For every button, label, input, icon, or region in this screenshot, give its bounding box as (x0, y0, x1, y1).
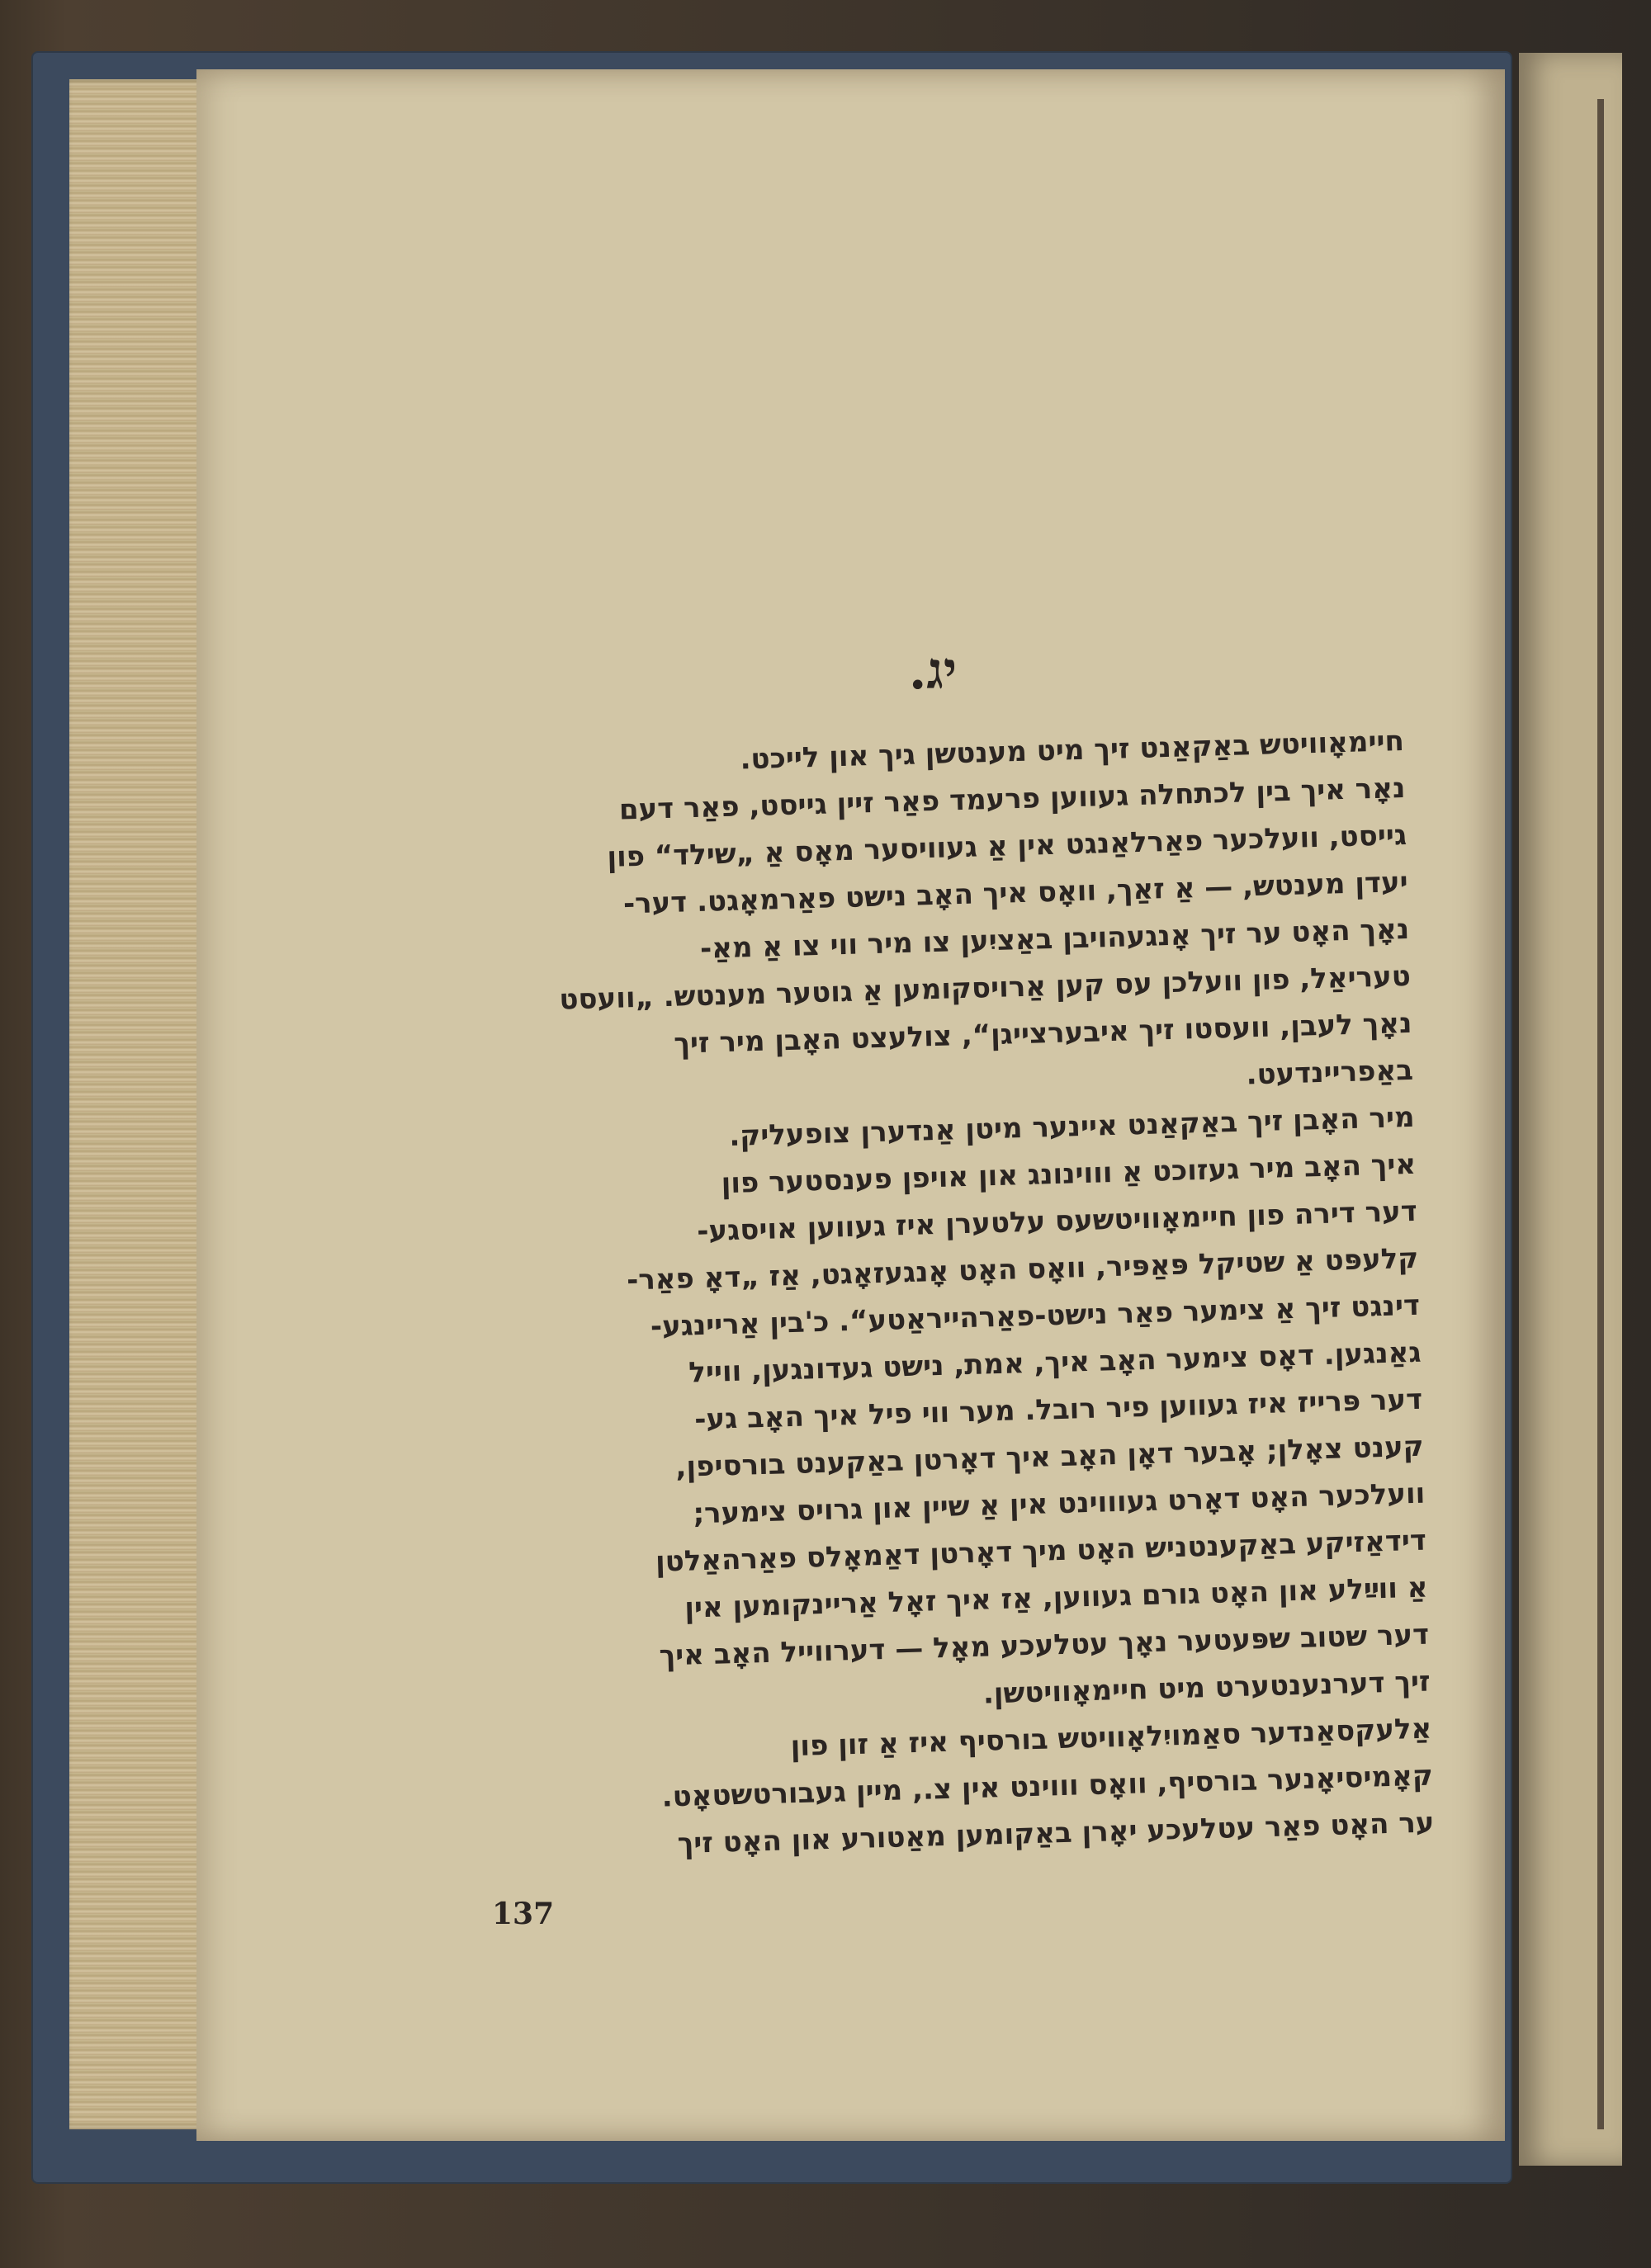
text-line: נאָך האָט ער זיך אָנגעהויבן באַציִען צו מיר ווי צו אַ מאַ- (699, 912, 1410, 966)
text-line: קלעפּט אַ שטיקל פּאַפּיר, וואָס האָט אָנגעזאָגט, אַז „דאָ פאַר- (626, 1241, 1419, 1297)
text-line: באַפריינדעט. (1246, 1053, 1414, 1092)
text-line: יעדן מענטש, — אַ זאַך, וואָס איך האָב נישט פאַרמאָגט. דער- (622, 865, 1409, 921)
page-number: 137 (492, 1897, 555, 1931)
text-line: גאַנגען. דאָס צימער האָב איך, אמת, נישט געדונגען, ווייל (688, 1335, 1422, 1390)
chapter-heading: יג. (908, 640, 958, 701)
text-line: דידאַזיקע באַקענטניש האָט מיך דאָרטן דאַמאָלס פאַרהאַלטן (655, 1524, 1427, 1579)
text-line: זיך דערנענטערט מיט חיימאָוויטשן. (982, 1665, 1431, 1711)
page-gutter-edge (1597, 99, 1604, 2129)
text-line: מיר האָבן זיך באַקאַנט איינער מיטן אַנדערן צופעליק. (728, 1100, 1416, 1153)
text-line: טעריאַל, פון וועלכן עס קען אַרויסקומען אַ גוטער מענטש. „וועסט (558, 959, 1412, 1017)
text-line: קאָמיסיאָנער בורסיף, וואָס וווינט אין צ., מיין געבורטשטאָט. (661, 1759, 1434, 1814)
facing-page (1519, 53, 1622, 2166)
text-line: קענט צאָלן; אָבער דאָן האָב איך דאָרטן באַקענט בורסיפן, (674, 1429, 1425, 1484)
text-line: דער דירה פון חיימאָוויטשעס עלטערן איז געווען אויסגע- (696, 1194, 1418, 1249)
text-line: דער פּרייז איז געווען פיר רובל. מער ווי פיל איך האָב גע- (693, 1382, 1423, 1437)
text-line: גייסט, וועלכער פאַרלאַנגט אין אַ געוויסער מאָס אַ „שילד“ פון (606, 818, 1407, 874)
text-line: חיימאָוויטש באַקאַנט זיך מיט מענטשן גיך און לייכט. (739, 724, 1405, 777)
text-line: אַ ווײַלע און האָט גורם געווען, אַז איך זאָל אַריינקומען אין (684, 1571, 1428, 1625)
text-line: נאָך לעבן, וועסטו זיך איבערצייגן“, צולעצט האָבן מיר זיך (673, 1006, 1412, 1061)
text-line: ער האָט פאַר עטלעכע יאָרן באַקומען מאַטורע און האָט זיך (677, 1806, 1435, 1861)
text-line: אַלעקסאַנדער סאַמויִלאָוויטש בורסיף איז אַ זון פון (790, 1712, 1432, 1764)
body-text (438, 718, 1435, 1873)
text-line: נאָר איך בין לכתחלה געווען פרעמד פאַר זיין גייסט, פאַר דעם (618, 771, 1406, 827)
page-edges (69, 79, 210, 2129)
text-line: דינגט זיך אַ צימער פאַר נישט-פאַרהייראַטע“. כ'בין אַריינגע- (650, 1288, 1421, 1344)
text-line: וועלכער האָט דאָרט געוווינט אין אַ שיין און גרויס צימער; (692, 1477, 1426, 1531)
text-line: איך האָב מיר געזוכט אַ וווינונג און אויפן פענסטער פון (721, 1147, 1417, 1201)
text-line: דער שטוב שפּעטער נאָך עטלעכע מאָל — דערווייל האָב איך (659, 1618, 1430, 1673)
